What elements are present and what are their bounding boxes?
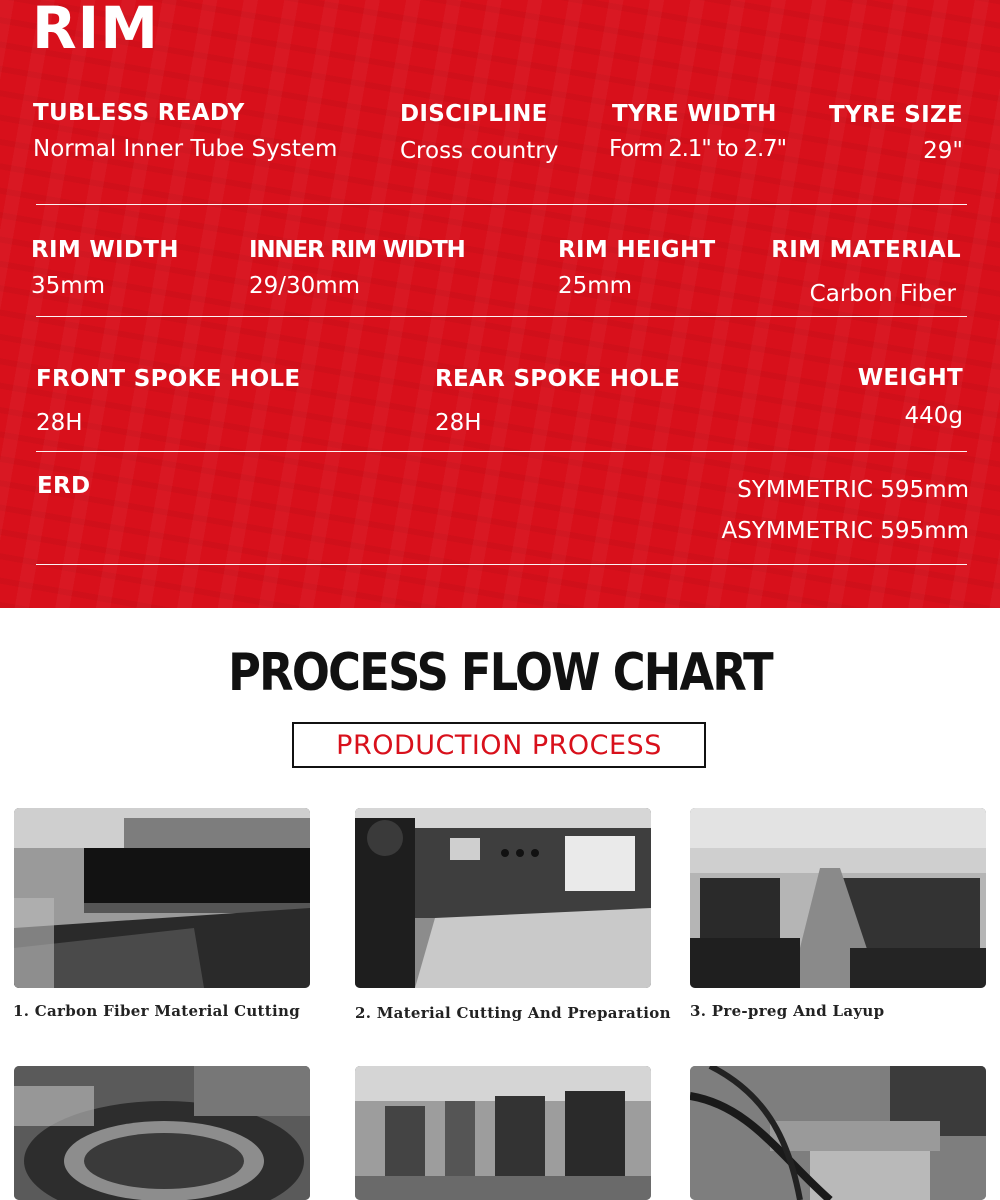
- spec-value-tyre-width: Form 2.1" to 2.7": [609, 136, 786, 162]
- spec-value-rim-height: 25mm: [558, 273, 633, 299]
- spec-value-tyre-size: 29": [923, 138, 963, 164]
- spec-label-rear-spoke-hole: REAR SPOKE HOLE: [435, 366, 681, 392]
- spec-label-tubeless-ready: TUBLESS READY: [33, 100, 245, 126]
- process-caption-3: 3. Pre-preg And Layup: [690, 1002, 885, 1020]
- spec-value-rim-width: 35mm: [31, 273, 106, 299]
- spec-value-front-spoke-hole: 28H: [36, 410, 83, 436]
- process-subtitle-box: [292, 722, 706, 768]
- spec-label-tyre-width: TYRE WIDTH: [612, 101, 777, 127]
- spec-value-tubeless-ready: Normal Inner Tube System: [33, 136, 338, 162]
- process-photo-prepreg-layup: [690, 808, 986, 988]
- process-title: PROCESS FLOW CHART: [228, 643, 772, 703]
- spec-label-rim-material: RIM MATERIAL: [771, 237, 961, 263]
- process-caption-2: 2. Material Cutting And Preparation: [355, 1004, 671, 1022]
- divider: [36, 316, 967, 317]
- spec-value-discipline: Cross country: [400, 138, 559, 164]
- spec-label-rim-height: RIM HEIGHT: [558, 237, 716, 263]
- process-photo-6: [690, 1066, 986, 1200]
- spec-value-erd-symmetric: SYMMETRIC 595mm: [737, 477, 969, 503]
- spec-title: RIM: [32, 0, 159, 62]
- spec-label-tyre-size: TYRE SIZE: [829, 102, 963, 128]
- spec-label-weight: WEIGHT: [857, 365, 963, 391]
- process-photo-material-preparation: [355, 808, 651, 988]
- divider: [36, 564, 967, 565]
- spec-label-front-spoke-hole: FRONT SPOKE HOLE: [36, 366, 301, 392]
- divider: [36, 451, 967, 452]
- spec-label-rim-width: RIM WIDTH: [31, 237, 179, 263]
- spec-value-rim-material: Carbon Fiber: [809, 281, 956, 307]
- process-caption-1: 1. Carbon Fiber Material Cutting: [13, 1002, 300, 1020]
- spec-value-erd-asymmetric: ASYMMETRIC 595mm: [721, 518, 969, 544]
- spec-label-discipline: DISCIPLINE: [400, 101, 548, 127]
- process-subtitle: PRODUCTION PROCESS: [336, 729, 662, 761]
- spec-label-erd: ERD: [37, 473, 91, 499]
- process-photo-carbon-fiber-cutting: [14, 808, 310, 988]
- spec-value-rear-spoke-hole: 28H: [435, 410, 482, 436]
- divider: [36, 204, 967, 205]
- process-photo-5: [355, 1066, 651, 1200]
- spec-label-inner-rim-width: INNER RIM WIDTH: [249, 237, 465, 263]
- spec-value-weight: 440g: [904, 403, 963, 429]
- spec-value-inner-rim-width: 29/30mm: [249, 273, 361, 299]
- process-photo-4: [14, 1066, 310, 1200]
